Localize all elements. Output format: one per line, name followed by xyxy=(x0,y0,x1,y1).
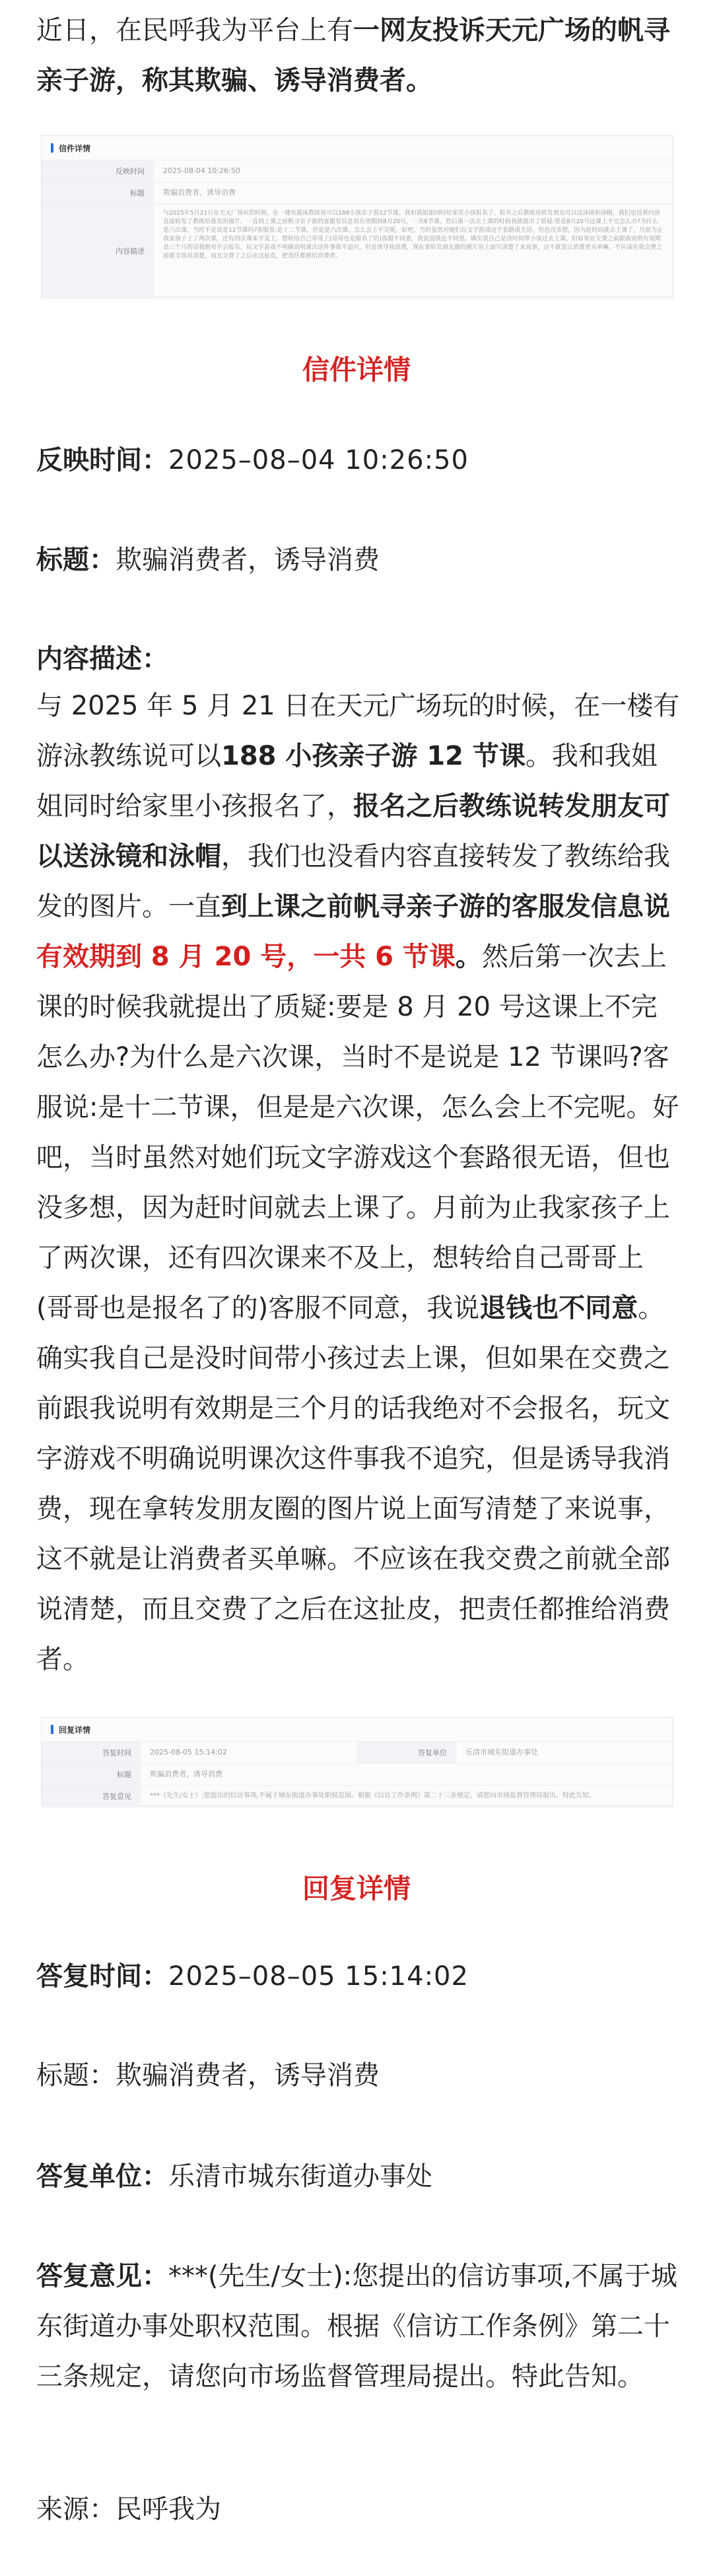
letter-section-title: 信件详情 xyxy=(302,354,411,386)
reply-screenshot-card xyxy=(41,1717,673,1806)
letter-card-row: 内容描述 与2025年5月21日在天元广场玩的时候，在一楼有游泳教练说可以188小孩亲子游12节课。我和我姐姐同时给家里小孩报名了，报名之后教练说转发朋友可以送泳镜和泳帽，我们也没看内容直接转发了教练给我发的图片。一直到上课之前帆寻亲子游的客服发信息说有效期到8月20号，一共6节课。然后第一次去上课的时候我就提出了质疑:要是8月20号这课上不完怎么办?为什么是六次课，当时不是说是12节课吗?客服说:是十二节课，但是是六次课，怎么会上不完呢。好吧，当时虽然对她们玩文字游戏这个套路很无语，但也没多想，因为赶时间就去上课了。月前为止我家孩子上了两次课，还有四次课来不及上，想转给自己哥哥上(哥哥也是报名了的)客服不同意，我说退钱也不同意。确实我自己是没时间带小孩过去上课，但如果在交费之前跟我说明有效期是三个月的话我绝对不会报名，玩文字游戏不明确说明课次这件事我不追究，但是诱导我消费，现在拿转发朋友圈的图片说上面写清楚了来说事，这不就是让消费者买单嘛。不应该在我交费之前就全部说清楚，而且交费了之后在这扯皮，把责任都推给消费者。 xyxy=(42,204,673,298)
intro-highlight: 一网友投诉天元广场的帆寻亲子游，称其欺骗、诱导消费者。 xyxy=(36,15,670,96)
letter-content-body: 与 2025 年 5 月 21 日在天元广场玩的时候，在一楼有游泳教练说可以188 小孩亲子游 12 节课。我和我姐姐同时给家里小孩报名了，报名之后教练说转发朋友可以送泳镜和泳帽，我们也没看内容直接转发了教练给我发的图片。一直到上课之前帆寻亲子游的客服发信息说有效期到 8 月 20 号，一共 6 节课。然后第一次去上课的时候我就提出了质疑:要是 8 月 20 号这课上不完怎么办?为什么是六次课，当时不是说是 12 节课吗?客服说:是十二节课，但是是六次课，怎么会上不完呢。好吧，当时虽然对她们玩文字游戏这个套路很无语，但也没多想，因为赶时间就去上课了。月前为止我家孩子上了两次课，还有四次课来不及上，想转给自己哥哥上(哥哥也是报名了的)客服不同意，我说退钱也不同意。确实我自己是没时间带小孩过去上课，但如果在交费之前跟我说明有效期是三个月的话我绝对不会报名，玩文字游戏不明确说明课次这件事我不追究，但是诱导我消费，现在拿转发朋友圈的图片说上面写清楚了来说事，这不就是让消费者买单嘛。不应该在我交费之前就全部说清楚，而且交费了之后在这扯皮，把责任都推给消费者。 xyxy=(36,691,680,1675)
reply-section-title: 回复详情 xyxy=(302,1873,411,1904)
header-bar-icon xyxy=(51,1725,53,1734)
reply-opinion-field: 答复意见：***(先生/女士):您提出的信访事项,不属于城东街道办事处职权范围。根据《信访工作条例》第二十三条规定，请您向市场监督管理局提出。特此告知。 xyxy=(36,2261,677,2392)
letter-card-row: 反映时间 2025-08-04 10:26:50 xyxy=(42,160,673,182)
letter-card-header: 信件详情 xyxy=(42,136,673,160)
intro-paragraph xyxy=(36,5,680,106)
header-bar-icon xyxy=(51,143,53,153)
reply-time-field: 答复时间：2025–08–05 15:14:02 xyxy=(36,1961,469,1992)
reply-card-header: 回复详情 xyxy=(42,1718,673,1742)
reply-card-row: 答复意见 ***（先生/女士）:您提出的信访事项,不属于城东街道办事处职权范围。根据《信访工作条例》第二十三条规定，请您向市场监督管理局提出。特此告知。 xyxy=(42,1786,673,1807)
reply-title-field: 标题：欺骗消费者，诱导消费 xyxy=(36,2060,380,2091)
intro-text: 近日，在民呼我为平台上有 xyxy=(36,15,353,46)
reply-card-row: 标题 欺骗消费者，诱导消费 xyxy=(42,1764,673,1786)
source-field: 来源：民呼我为 xyxy=(36,2494,221,2524)
letter-screenshot-card xyxy=(41,135,673,297)
reply-card-row: 答复时间 2025-08-05 15:14:02 答复单位 乐清市城东街道办事处 xyxy=(42,1742,673,1764)
letter-card-row: 标题 欺骗消费者，诱导消费 xyxy=(42,182,673,204)
letter-title-field: 标题：欺骗消费者，诱导消费 xyxy=(36,545,380,575)
letter-content-label: 内容描述： xyxy=(36,644,168,674)
letter-time-field: 反映时间：2025–08–04 10:26:50 xyxy=(36,445,469,475)
reply-unit-field: 答复单位：乐清市城东街道办事处 xyxy=(36,2161,432,2192)
